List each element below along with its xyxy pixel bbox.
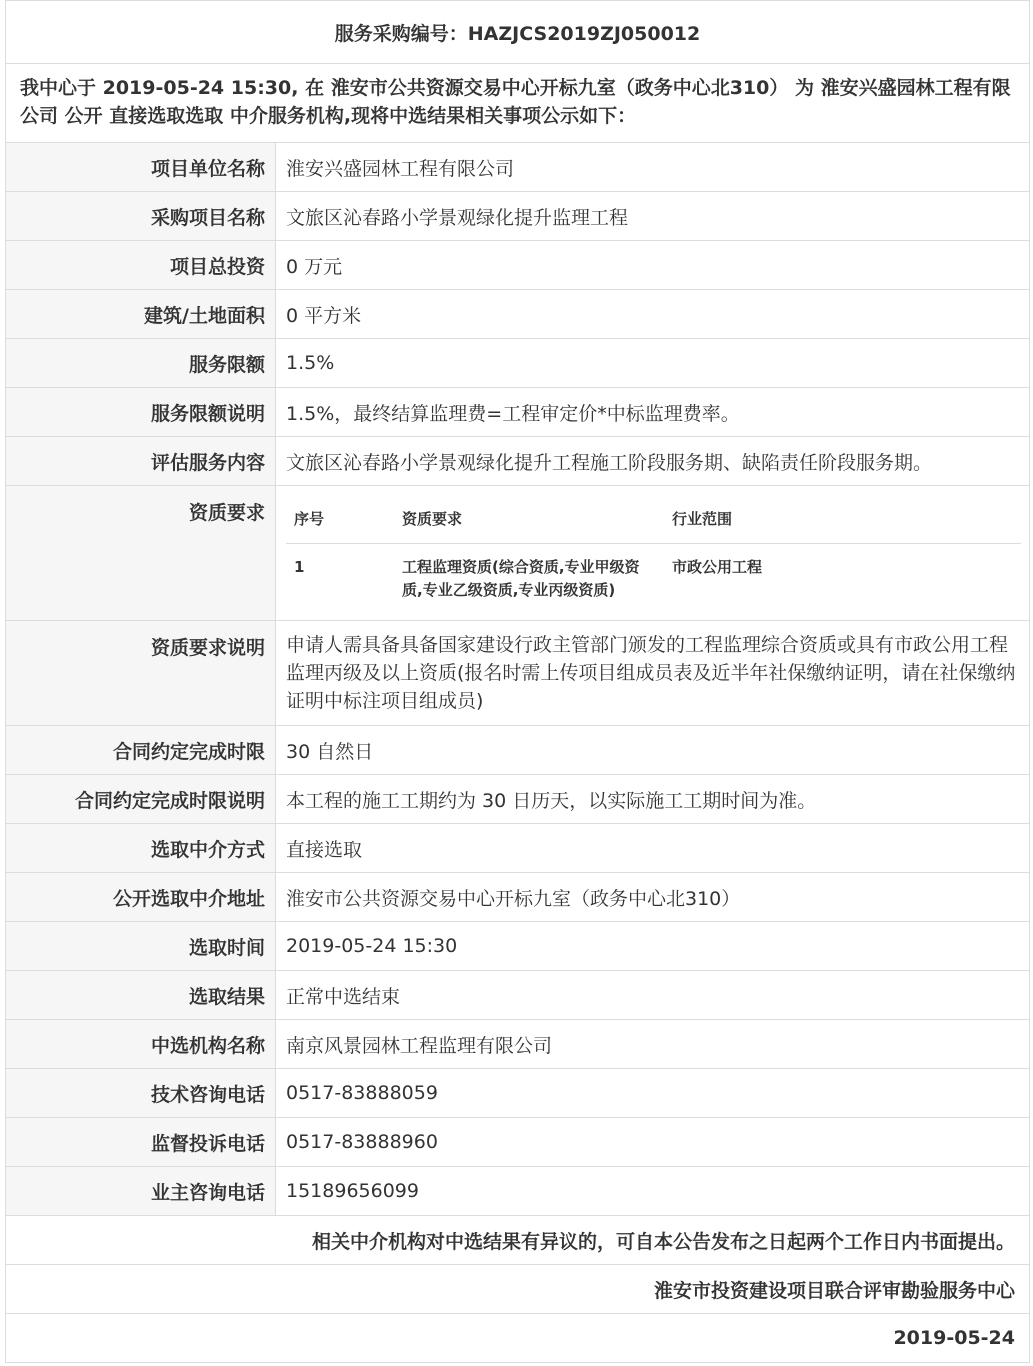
info-row [6, 1020, 1030, 1069]
info-label: 业主咨询电话 [6, 1167, 276, 1216]
info-value: 直接选取 [276, 824, 1030, 873]
qualification-header-row [286, 494, 1021, 544]
info-row [6, 1069, 1030, 1118]
issue-date-row [6, 1314, 1030, 1363]
info-label: 合同约定完成时限 [6, 726, 276, 775]
info-row [6, 388, 1030, 437]
info-value: 15189656099 [276, 1167, 1030, 1216]
info-value: 0517-83888960 [276, 1118, 1030, 1167]
procurement-number-code: HAZJCS2019ZJ050012 [467, 22, 701, 45]
qualification-no: 1 [294, 558, 305, 576]
info-row [6, 873, 1030, 922]
info-label: 项目单位名称 [6, 143, 276, 192]
info-value: 南京风景园林工程监理有限公司 [276, 1020, 1030, 1069]
info-value: 30 自然日 [276, 726, 1030, 775]
qualification-label: 资质要求 [6, 486, 276, 621]
info-value: 0 万元 [276, 241, 1030, 290]
qualification-data-row [286, 544, 1021, 611]
info-row [6, 726, 1030, 775]
issuer-organization: 淮安市投资建设项目联合评审勘验服务中心 [6, 1265, 1030, 1314]
info-value: 正常中选结束 [276, 971, 1030, 1020]
info-label: 技术咨询电话 [6, 1069, 276, 1118]
info-value: 2019-05-24 15:30 [276, 922, 1030, 971]
objection-notice: 相关中介机构对中选结果有异议的，可自本公告发布之日起两个工作日内书面提出。 [6, 1216, 1030, 1265]
info-row [6, 192, 1030, 241]
info-value: 本工程的施工工期约为 30 日历天，以实际施工工期时间为准。 [276, 775, 1030, 824]
info-row [6, 437, 1030, 486]
qualification-table [286, 494, 1021, 610]
info-label: 项目总投资 [6, 241, 276, 290]
info-value: 0517-83888059 [276, 1069, 1030, 1118]
qualification-note-label: 资质要求说明 [6, 621, 276, 726]
procurement-number-label: 服务采购编号： [334, 22, 468, 45]
info-value: 1.5% [276, 339, 1030, 388]
info-row [6, 290, 1030, 339]
info-label: 公开选取中介地址 [6, 873, 276, 922]
info-row [6, 339, 1030, 388]
qualification-header-no: 序号 [286, 494, 394, 544]
qualification-row [6, 486, 1030, 621]
qualification-header-scope: 行业范围 [664, 494, 1021, 544]
procurement-number-header [6, 1, 1030, 64]
info-row [6, 971, 1030, 1020]
announcement-table [5, 0, 1030, 1363]
issuer-row [6, 1265, 1030, 1314]
info-label: 评估服务内容 [6, 437, 276, 486]
info-row [6, 775, 1030, 824]
info-label: 采购项目名称 [6, 192, 276, 241]
qualification-note-value: 申请人需具备具备国家建设行政主管部门颁发的工程监理综合资质或具有市政公用工程监理丙级及以上资质(报名时需上传项目组成员表及近半年社保缴纳证明，请在社保缴纳证明中标注项目组成员) [276, 621, 1030, 726]
qualification-note-row [6, 621, 1030, 726]
info-value: 淮安市公共资源交易中心开标九室（政务中心北310） [276, 873, 1030, 922]
info-row [6, 1118, 1030, 1167]
info-row [6, 824, 1030, 873]
info-label: 合同约定完成时限说明 [6, 775, 276, 824]
info-label: 选取时间 [6, 922, 276, 971]
info-value: 文旅区沁春路小学景观绿化提升监理工程 [276, 192, 1030, 241]
info-value: 0 平方米 [276, 290, 1030, 339]
info-label: 服务限额 [6, 339, 276, 388]
issue-date: 2019-05-24 [6, 1314, 1030, 1363]
info-row [6, 143, 1030, 192]
info-value: 文旅区沁春路小学景观绿化提升工程施工阶段服务期、缺陷责任阶段服务期。 [276, 437, 1030, 486]
info-label: 建筑/土地面积 [6, 290, 276, 339]
info-label: 选取中介方式 [6, 824, 276, 873]
info-value: 1.5%，最终结算监理费=工程审定价*中标监理费率。 [276, 388, 1030, 437]
info-row [6, 1167, 1030, 1216]
objection-notice-row [6, 1216, 1030, 1265]
qualification-header-req: 资质要求 [394, 494, 664, 544]
info-label: 选取结果 [6, 971, 276, 1020]
info-label: 监督投诉电话 [6, 1118, 276, 1167]
info-value: 淮安兴盛园林工程有限公司 [276, 143, 1030, 192]
info-row [6, 241, 1030, 290]
info-row [6, 922, 1030, 971]
qualification-scope: 市政公用工程 [672, 558, 763, 576]
intro-text: 我中心于 2019-05-24 15:30, 在 淮安市公共资源交易中心开标九室（政务中心北310） 为 淮安兴盛园林工程有限公司 公开 直接选取选取 中介服务机构,现将中选结果相关事项公示如下： [6, 64, 1030, 143]
info-label: 中选机构名称 [6, 1020, 276, 1069]
qualification-cell [276, 486, 1030, 621]
qualification-req: 工程监理资质(综合资质,专业甲级资质,专业乙级资质,专业丙级资质) [402, 558, 640, 599]
info-label: 服务限额说明 [6, 388, 276, 437]
